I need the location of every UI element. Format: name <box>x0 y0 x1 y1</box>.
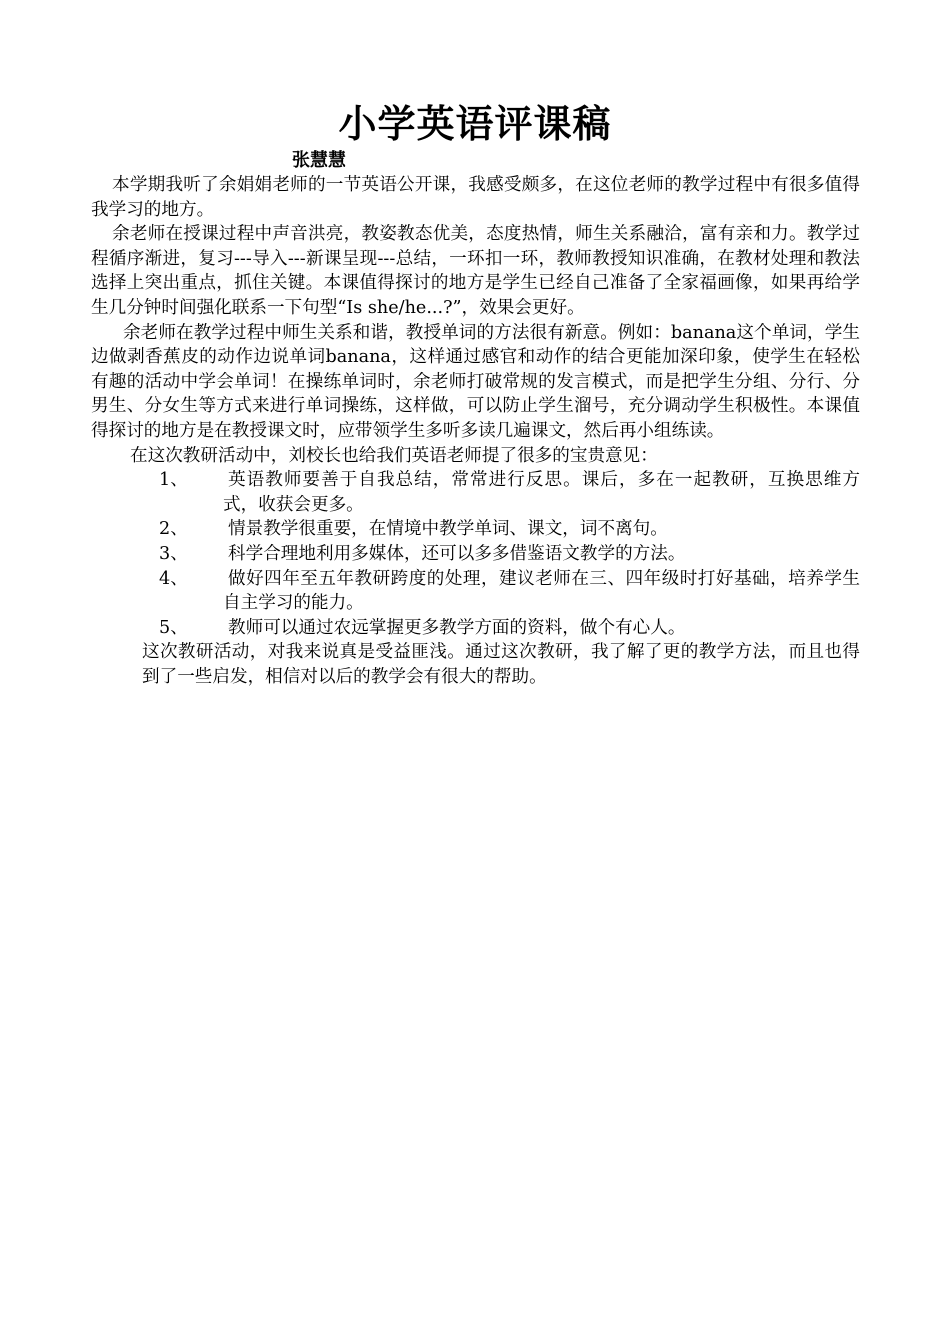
list-item-number: 4、 <box>159 568 188 589</box>
list-item <box>91 468 860 517</box>
list-item-text: 教师可以通过农远掌握更多教学方面的资料，做个有心人。 <box>228 617 686 638</box>
paragraph-closing: 这次教研活动，对我来说真是受益匪浅。通过这次教研，我了解了更的教学方法，而且也得到了一些启发，相信对以后的教学会有很大的帮助。 <box>142 642 860 687</box>
paragraph-vocabulary-method: 余老师在教学过程中师生关系和谐，教授单词的方法很有新意。例如：banana这个单词，学生边做剥香蕉皮的动作边说单词banana，这样通过感官和动作的结合更能加深印象，使学生在轻松有趣的活动中学会单词！在操练单词时，余老师打破常规的发言模式，而是把学生分组、分行、分男生、分女生等方式来进行单词操练，这样做，可以防止学生溜号，充分调动学生积极性。本课值得探讨的地方是在教授课文时，应带领学生多听多读几遍课文，然后再小组练读。 <box>91 322 860 441</box>
list-item <box>91 517 860 542</box>
list-item <box>91 567 860 616</box>
paragraph-teaching-style: 余老师在授课过程中声音洪亮，教姿教态优美，态度热情，师生关系融洽，富有亲和力。教学过程循序渐进，复习---导入---新课呈现---总结，一环扣一环，教师教授知识准确，在教材处理和教法选择上突出重点，抓住关键。本课值得探讨的地方是学生已经自己准备了全家福画像，如果再给学生几分钟时间强化联系一下句型“Is she/he...?”，效果会更好。 <box>91 224 860 318</box>
list-item-number: 3、 <box>159 543 188 564</box>
list-item-number: 1、 <box>159 470 188 491</box>
document-body <box>91 173 860 689</box>
list-item-text: 英语教师要善于自我总结，常常进行反思。课后，多在一起教研，互换思维方式，收获会更多。 <box>223 470 860 515</box>
paragraph-principal-advice: 在这次教研活动中，刘校长也给我们英语老师提了很多的宝贵意见： <box>130 445 658 466</box>
list-item <box>91 616 860 641</box>
document-title: 小学英语评课稿 <box>338 101 612 146</box>
list-item-text: 情景教学很重要，在情境中教学单词、课文，词不离句。 <box>228 519 668 540</box>
paragraph-intro: 本学期我听了余娟娟老师的一节英语公开课，我感受颇多，在这位老师的教学过程中有很多值得我学习的地方。 <box>91 175 860 220</box>
author-name: 张慧慧 <box>292 150 346 171</box>
list-item <box>91 542 860 567</box>
list-item-text: 科学合理地利用多媒体，还可以多多借鉴语文教学的方法。 <box>228 543 686 564</box>
list-item-text: 做好四年至五年教研跨度的处理，建议老师在三、四年级时打好基础，培养学生自主学习的能力。 <box>223 568 860 614</box>
suggestion-list <box>91 468 860 640</box>
list-item-number: 2、 <box>159 519 188 540</box>
list-item-number: 5、 <box>159 617 188 638</box>
